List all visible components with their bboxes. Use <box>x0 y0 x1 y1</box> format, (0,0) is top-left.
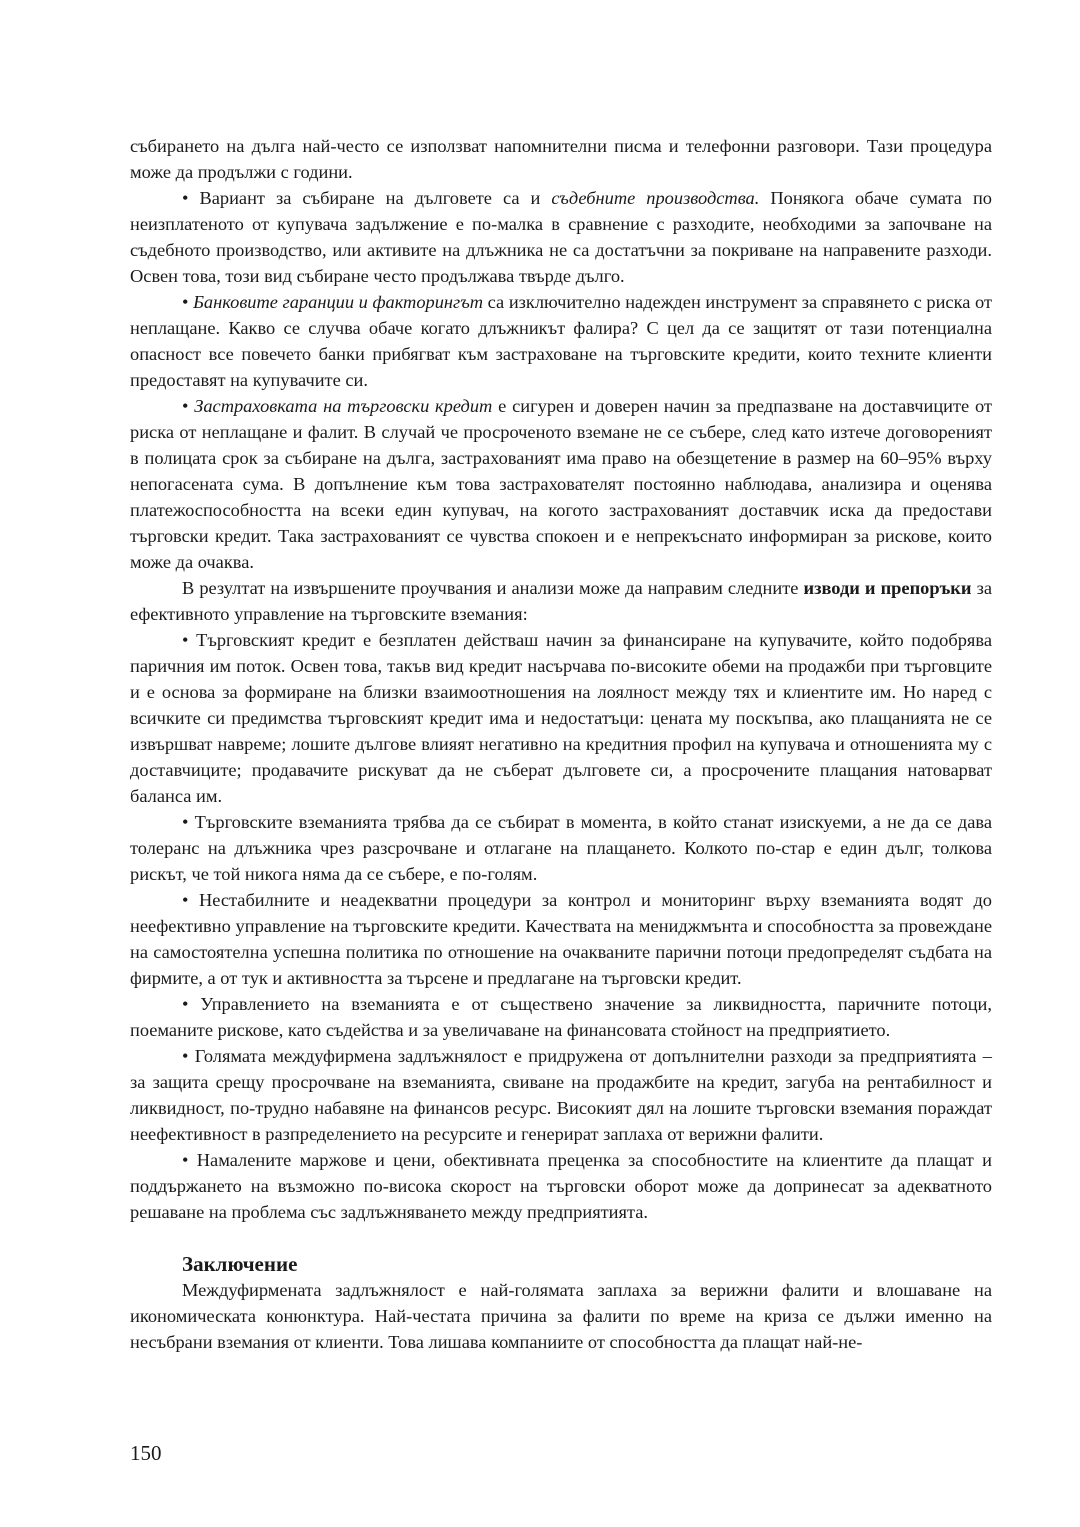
bullet-receivables-collection: • Търговските вземанията трябва да се събират в момента, в който станат изискуеми, а не да се дава толеранс на длъжника чрез разсрочване и отлагане на плащането. Колкото по-стар е един дълг, толкова рискът, че той никога няма да се събере, е по-голям. <box>130 812 992 884</box>
emphasis-text: Банковите гаранции и факторингът <box>193 292 484 312</box>
emphasis-text: Застраховката на търговски кредит <box>194 396 493 416</box>
paragraph-text: за ефективното управление на търговските вземания: <box>130 578 992 624</box>
paragraph-text: е сигурен и доверен начин за предпазване на доставчиците от риска от неплащане и фалит. В случай че просроченото вземане не се събере, след като изтече договореният в полицата срок за събиране на дълга, застрахованият има право на обезщетение в размер на 60–95% върху непогасената сума. В допълнение към това застрахователят постоянно наблюдава, анализира и оценява платежоспособността на всеки един купувач, на когото застрахованият доставчик иска да предостави търговски кредит. Така застрахованият се чувства спокоен и е непрекъснато информиран за рискове, които може да очаква. <box>130 396 992 572</box>
paragraph-continuation: събирането на дълга най-често се използват напомнителни писма и телефонни разговори. Тази процедура може да продължи с години. <box>130 136 992 182</box>
paragraph-text: Понякога обаче сумата по неизплатеното от купувача задължение е по-малка в сравнение с разходите, необходими за започване на съдебното производство, или активите на длъжника не са достатъчни за покриване на направените разходи. Освен това, този вид събиране често продължава твърде дълго. <box>130 188 992 286</box>
paragraph-text: са изключително надежден инструмент за справянето с риска от неплащане. Какво се случва обаче когато длъжникът фалира? С цел да се защитят от тази потенциална опасност все повечето банки прибягват към застраховане на търговските кредити, които техните клиенти предоставят на купувачите си. <box>130 292 992 390</box>
bullet-interfirm-debt: • Голямата междуфирмена задлъжнялост е придружена от допълнителни разходи за предприятията – за защита срещу просрочване на вземанията, свиване на продажбите на кредит, загуба на рентабилност и ликвидност, по-трудно набавяне на финансов ресурс. Високият дял на лошите търговски вземания пораждат неефективност в разпределението на ресурсите и генерират заплаха от верижни фалити. <box>130 1046 992 1144</box>
emphasis-text: съдебните производства. <box>551 188 760 208</box>
bold-text: изводи и препоръки <box>803 578 972 598</box>
page-body <box>130 133 992 1355</box>
bullet-receivables-management: • Управлението на вземанията е от съществено значение за ликвидността, паричните потоци, поеманите рискове, като съдейства и за увеличаване на финансовата стойност на предприятието. <box>130 994 992 1040</box>
bullet-bank-guarantees <box>130 289 992 393</box>
section-heading: Заключение <box>182 1252 298 1276</box>
bullet-credit-insurance <box>130 393 992 575</box>
paragraph-text: • <box>182 396 195 416</box>
bullet-control-procedures: • Нестабилните и неадекватни процедури за контрол и мониторинг върху вземанията водят до неефективно управление на търговските кредити. Качествата на мениджмънта и способността за провеждане на самостоятелна успешна политика по отношение на очакваните парични потоци предопределят съдбата на фирмите, а от тук и активността за търсене и предлагане на търговски кредит. <box>130 890 992 988</box>
bullet-court-proceedings <box>130 185 992 289</box>
page-number: 150 <box>130 1441 162 1465</box>
paragraph-text: В резултат на извършените проучвания и анализи може да направим следните <box>182 578 804 598</box>
conclusion-paragraph: Междуфирмената задлъжнялост е най-голямата заплаха за верижни фалити и влошаване на икономическата конюнктура. Най-честата причина за фалити по време на криза се дължи именно на несъбрани вземания от клиенти. Това лишава компаниите от способността да плащат най-не- <box>130 1280 992 1352</box>
conclusions-intro <box>130 575 992 627</box>
paragraph-text: • <box>182 292 194 312</box>
bullet-trade-credit: • Търговският кредит е безплатен действаш начин за финансиране на купувачите, който подобрява паричния им поток. Освен това, такъв вид кредит насърчава по-високите обеми на продажби при търговците и е основа за формиране на близки взаимоотношения на лоялност между тях и клиентите им. Но наред с всичките си предимства търговският кредит има и недостатъци: цената му поскъпва, ако плащанията не се извършват навреме; лошите дългове влияят негативно на кредитния профил на купувача и отношенията му с доставчиците; продавачите рискуват да не съберат дълговете си, а просрочените плащания натоварват баланса им. <box>130 630 992 806</box>
paragraph-text: • Вариант за събиране на дълговете са и <box>182 188 552 208</box>
bullet-margins-prices: • Намалените маржове и цени, обективната преценка за способностите на клиентите да плащат и поддържането на възможно по-висока скорост на търговски оборот може да допринесат за адекватното решаване на проблема със задлъжняването между предприятията. <box>130 1150 992 1222</box>
